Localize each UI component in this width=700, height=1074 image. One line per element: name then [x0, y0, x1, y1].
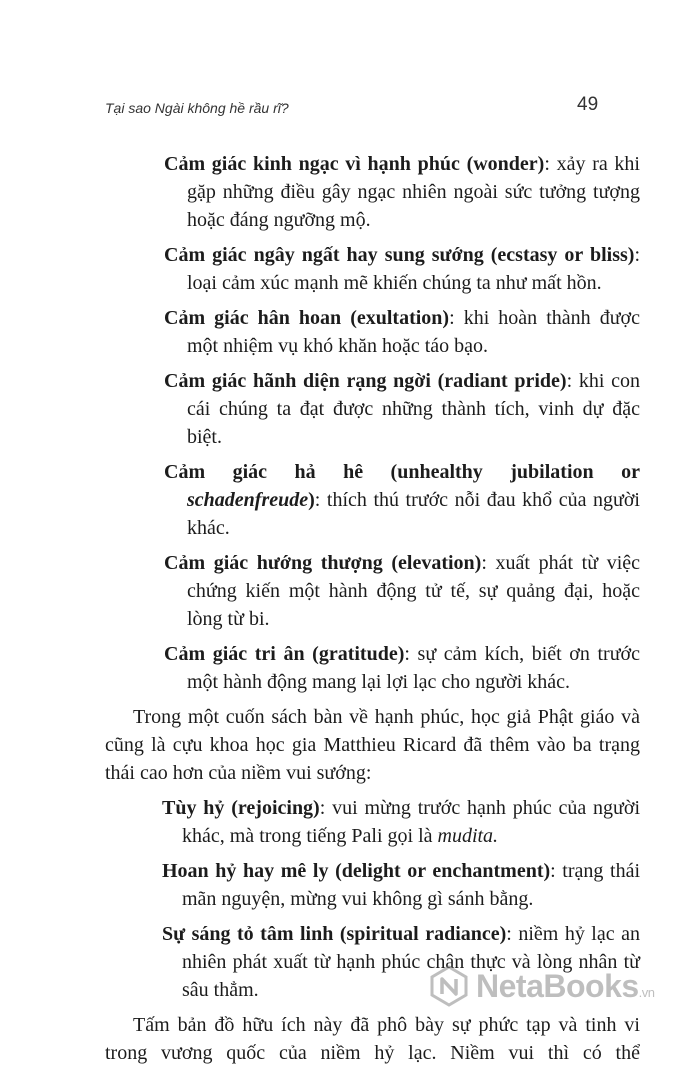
body-paragraph-ricard: Trong một cuốn sách bàn về hạnh phúc, học giả Phật giáo và cũng là cựu khoa học gia Matthieu Ricard đã thêm vào ba trạng thái cao hơn của niềm vui sướng:: [105, 706, 640, 784]
entry-term-italic: schadenfreude: [187, 489, 309, 511]
entry-description: : xuất phát từ việc chứng kiến một hành động tử tế, sự quảng đại, hoặc lòng từ bi.: [187, 552, 640, 630]
entry-description: : thích thú trước nỗi đau khổ của người khác.: [187, 489, 640, 539]
entry-description-italic: mudita.: [437, 825, 499, 847]
watermark-brand: [476, 968, 655, 1005]
entry-description: : xảy ra khi gặp những điều gây ngạc nhiên ngoài sức tưởng tượng hoặc đáng ngưỡng mộ.: [187, 153, 640, 231]
watermark-suffix: .vn: [638, 984, 655, 1000]
entry-description: : loại cảm xúc mạnh mẽ khiến chúng ta như mất hồn.: [187, 244, 640, 294]
netabooks-logo-icon: [428, 965, 470, 1007]
body-paragraph-map: Tấm bản đồ hữu ích này đã phô bày sự phức tạp và tinh vi trong vương quốc của niềm hỷ lạc. Niềm vui thì có thể: [105, 1014, 640, 1064]
emotion-entry-elevation: [105, 549, 640, 633]
entry-term: Hoan hỷ hay mê ly (delight or enchantment): [162, 860, 551, 882]
emotion-entry-exultation: [105, 304, 640, 360]
entry-description: : khi con cái chúng ta đạt được những thành tích, vinh dự đặc biệt.: [187, 370, 640, 448]
entry-description: : khi hoàn thành được một nhiệm vụ khó khăn hoặc táo bạo.: [187, 307, 640, 357]
entry-term: Cảm giác hân hoan (exultation): [164, 307, 450, 329]
entry-description: : trạng thái mãn nguyện, mừng vui không gì sánh bằng.: [182, 860, 641, 910]
emotion-entry-radiant-pride: [105, 367, 640, 451]
entry-term: Cảm giác kinh ngạc vì hạnh phúc (wonder): [164, 153, 545, 175]
entry-description: : sự cảm kích, biết ơn trước một hành động mang lại lợi lạc cho người khác.: [187, 643, 641, 693]
emotion-entry-schadenfreude: [105, 458, 640, 542]
emotion-entry-gratitude: [105, 640, 640, 696]
running-title: Tại sao Ngài không hề rầu rĩ?: [105, 100, 289, 116]
entry-term: Cảm giác hãnh diện rạng ngời (radiant pride): [164, 370, 567, 392]
watermark-brand-name: NetaBooks: [476, 967, 639, 1004]
entry-term: Cảm giác hướng thượng (elevation): [164, 552, 482, 574]
netabooks-watermark: [428, 965, 655, 1007]
state-entry-delight: [105, 857, 640, 913]
entry-term: Cảm giác tri ân (gratitude): [164, 643, 405, 665]
entry-term-text: Cảm giác hả hê (unhealthy jubilation or: [164, 461, 640, 483]
entry-term: Sự sáng tỏ tâm linh (spiritual radiance): [162, 923, 507, 945]
state-entry-rejoicing: [105, 794, 640, 850]
page-body: [105, 150, 640, 1074]
emotion-entry-wonder: [105, 150, 640, 234]
page-number: 49: [577, 94, 599, 115]
entry-description: : vui mừng trước hạnh phúc của người khác, mà trong tiếng Pali gọi là: [182, 797, 641, 847]
entry-term: Cảm giác ngây ngất hay sung sướng (ecstasy or bliss): [164, 244, 635, 266]
entry-term-close: ): [308, 489, 315, 511]
entry-description: : niềm hỷ lạc an nhiên phát xuất từ hạnh phúc chân thực và lòng nhân từ sâu thẳm.: [182, 923, 640, 1001]
emotion-entry-ecstasy: [105, 241, 640, 297]
entry-term: Tùy hỷ (rejoicing): [162, 797, 320, 819]
